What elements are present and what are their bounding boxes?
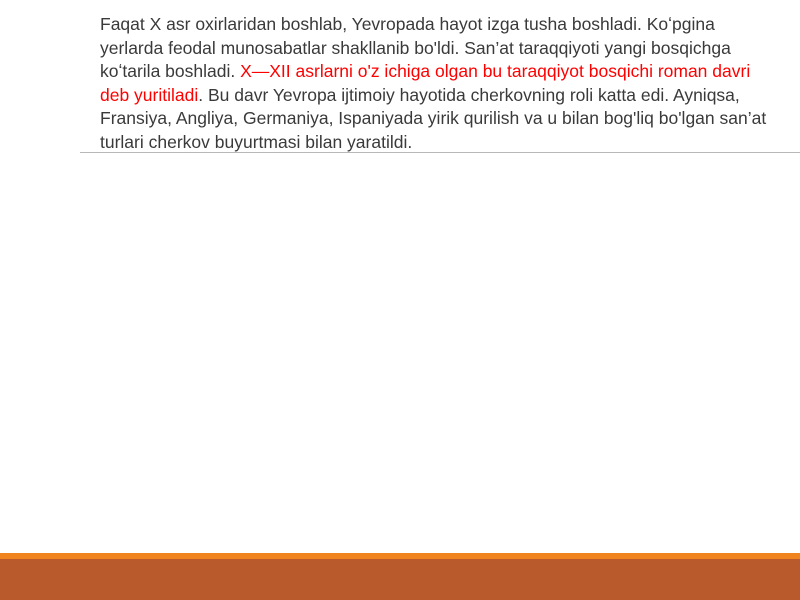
paragraph-text-intro: Faqat X asr oxirlaridan boshlab, Yevropada hayot izga tusha boshladi. Koʻpgina yerlarda feodal munosabatlar shakllanib bo'ldi. San’at taraqqiyoti yangi bosqichga koʻtarila boshladi.: [100, 14, 731, 81]
slide-body-text: [100, 13, 780, 154]
footer-band: [0, 559, 800, 600]
paragraph-text-highlight: X—XII asrlarni o'z ichiga olgan bu taraqqiyot bosqichi roman davri deb yuritiladi: [100, 61, 751, 105]
paragraph-text-continuation: . Bu davr Yevropa ijtimoiy hayotida cherkovning roli katta edi. Ayniqsa, Fransiya, Angliya, Germaniya, Ispaniyada yirik qurilish va u bilan bog'liq bo'lgan san’at turlari cherkov buyurtmasi bilan yaratildi.: [100, 84, 767, 152]
